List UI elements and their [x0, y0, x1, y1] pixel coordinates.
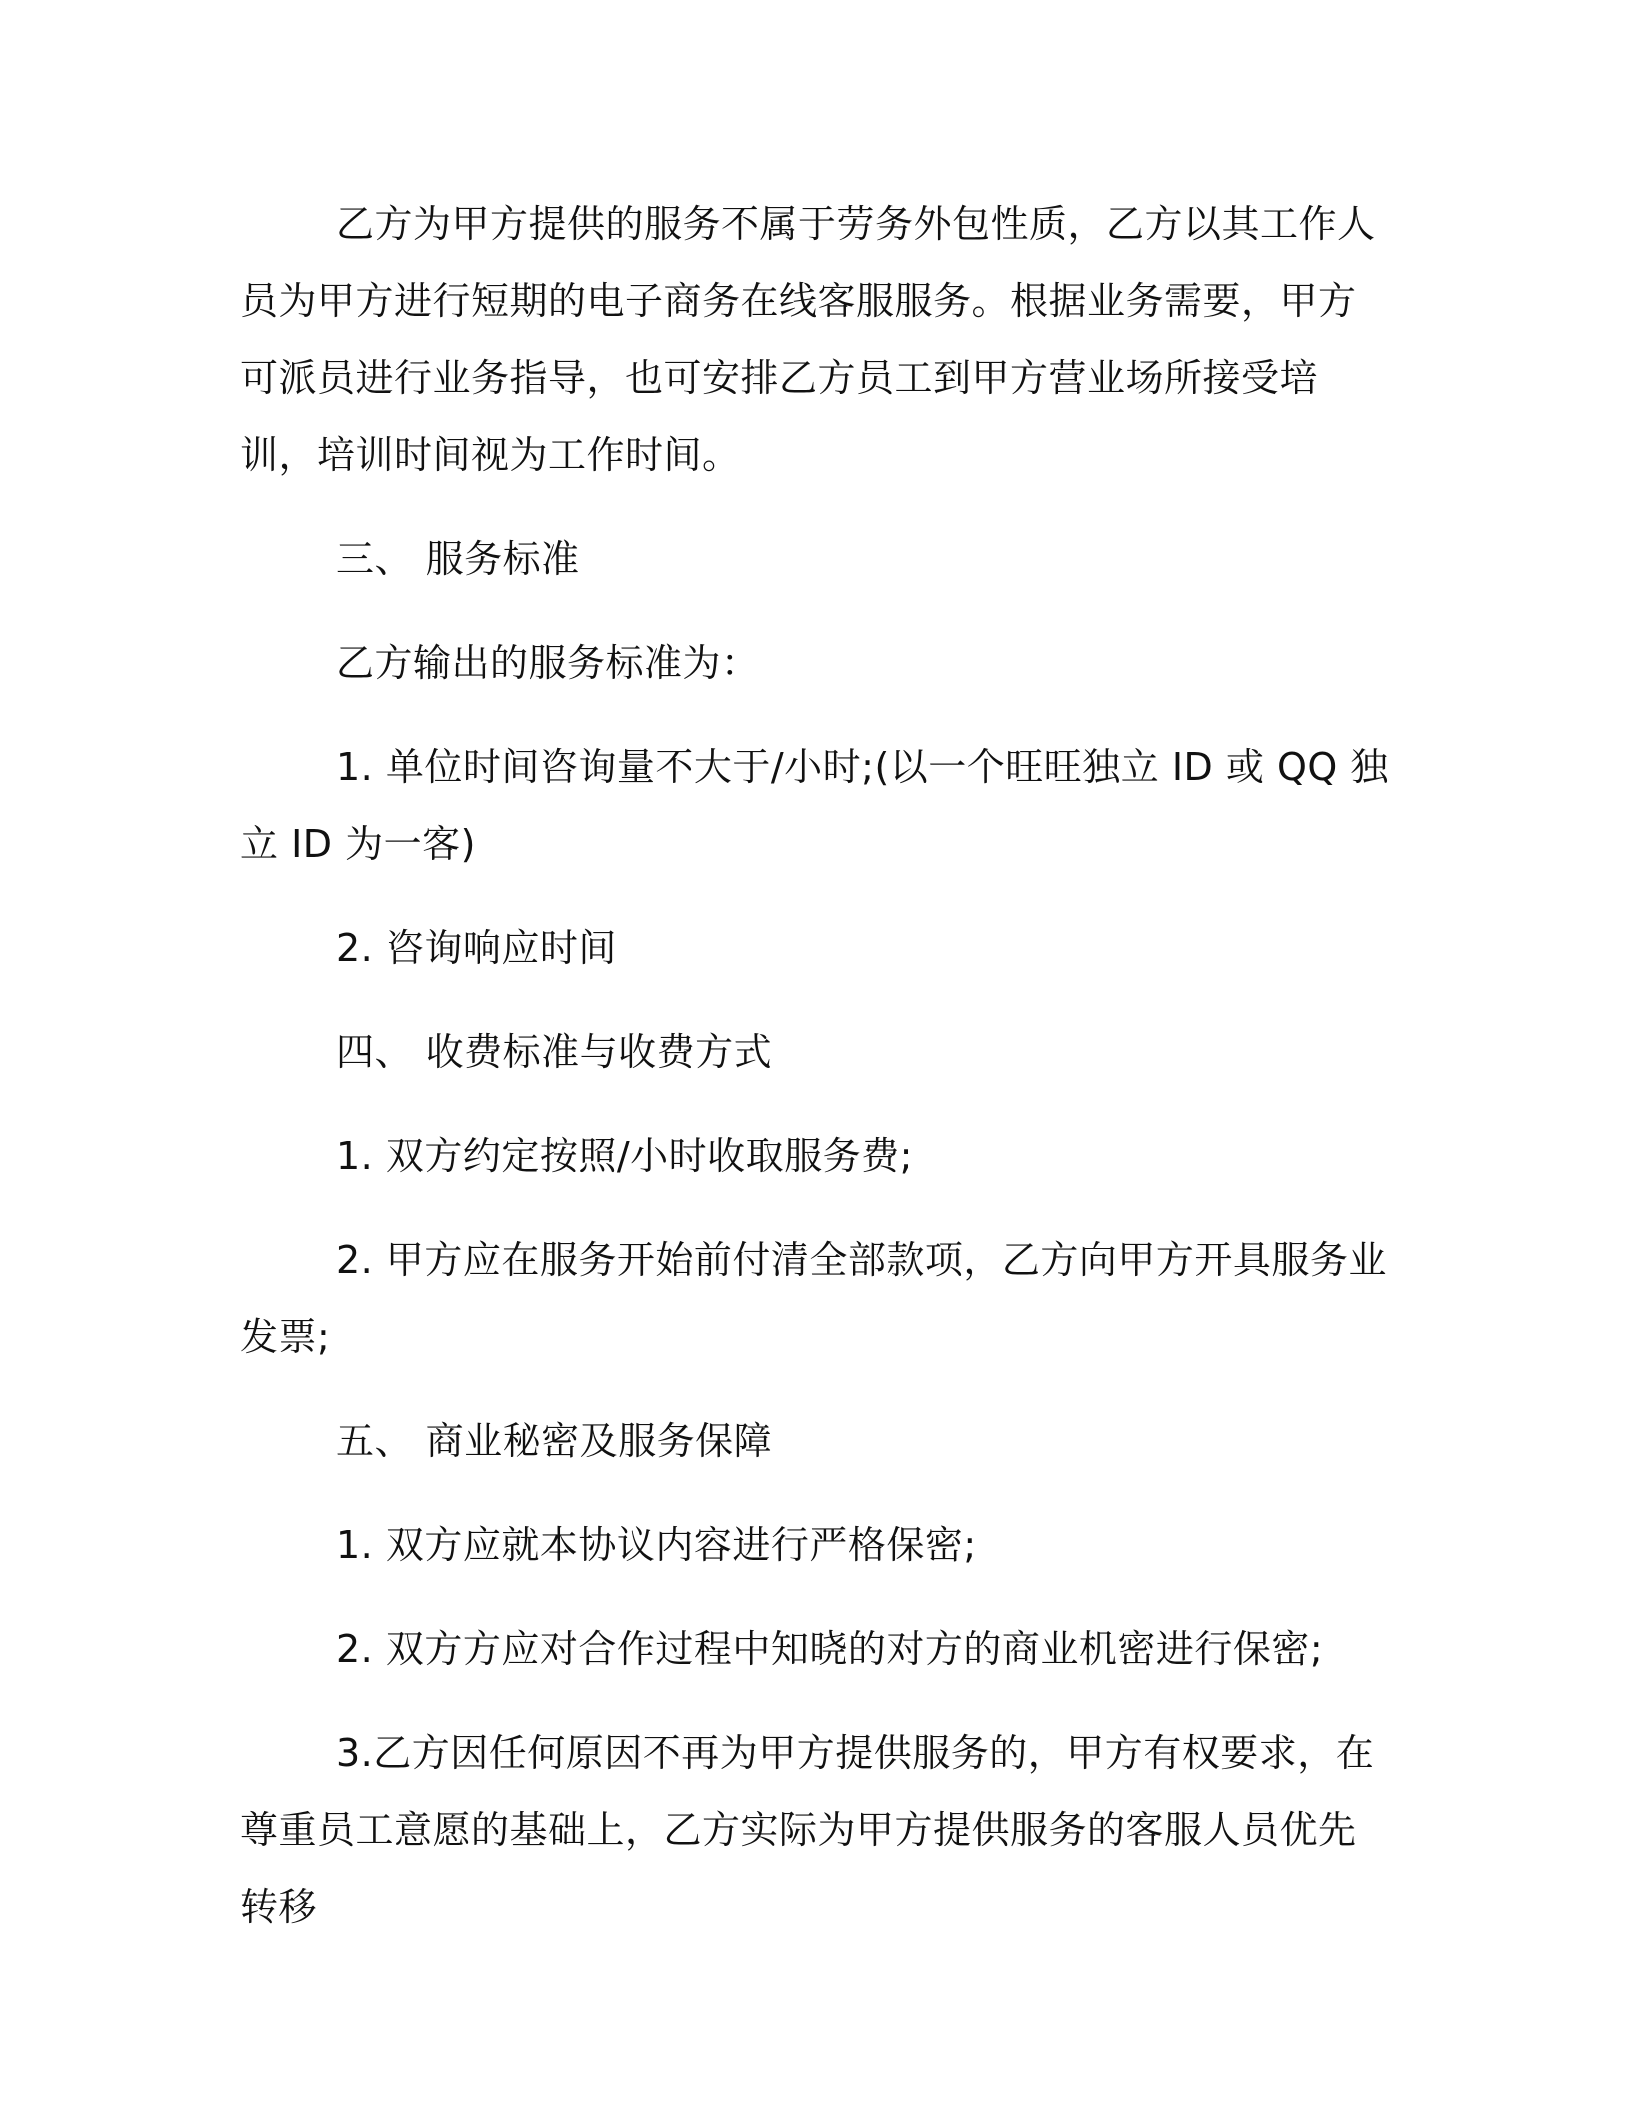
paragraph-spacer — [240, 702, 1390, 729]
paragraph-staff-transfer: 3.乙方因任何原因不再为甲方提供服务的，甲方有权要求，在尊重员工意愿的基础上，乙方实际为甲方提供服务的客服人员优先转移 — [240, 1731, 1375, 1929]
paragraph-spacer — [240, 987, 1390, 1014]
paragraph-response-time: 2. 咨询响应时间 — [336, 926, 617, 970]
paragraph-spacer — [240, 1688, 1390, 1715]
paragraph-spacer — [240, 883, 1390, 910]
paragraph-payment: 2. 甲方应在服务开始前付清全部款项，乙方向甲方开具服务业发票; — [240, 1238, 1387, 1359]
paragraph-spacer — [240, 1091, 1390, 1118]
section-heading-confidentiality: 五、 商业秘密及服务保障 — [336, 1419, 773, 1463]
paragraph-service-nature: 乙方为甲方提供的服务不属于劳务外包性质，乙方以其工作人员为甲方进行短期的电子商务在线客服服务。根据业务需要，甲方可派员进行业务指导，也可安排乙方员工到甲方营业场所接受培训，培训时间视为工作时间。 — [240, 202, 1376, 477]
paragraph-spacer — [240, 494, 1390, 521]
paragraph-confidentiality-agreement: 1. 双方应就本协议内容进行严格保密; — [336, 1523, 977, 1567]
paragraph-standard-intro: 乙方输出的服务标准为： — [336, 641, 760, 685]
paragraph-spacer — [240, 1195, 1390, 1222]
paragraph-fee-rate: 1. 双方约定按照/小时收取服务费; — [336, 1134, 913, 1178]
paragraph-spacer — [240, 1376, 1390, 1403]
paragraph-spacer — [240, 1584, 1390, 1611]
paragraph-spacer — [240, 598, 1390, 625]
section-heading-fees: 四、 收费标准与收费方式 — [336, 1030, 773, 1074]
paragraph-spacer — [240, 1480, 1390, 1507]
paragraph-trade-secrets: 2. 双方方应对合作过程中知晓的对方的商业机密进行保密; — [336, 1627, 1324, 1671]
paragraph-consult-volume: 1. 单位时间咨询量不大于/小时;(以一个旺旺独立 ID 或 QQ 独立 ID 为一客) — [240, 745, 1389, 866]
section-heading-service-standard: 三、 服务标准 — [336, 537, 580, 581]
document-body — [240, 186, 1390, 1946]
